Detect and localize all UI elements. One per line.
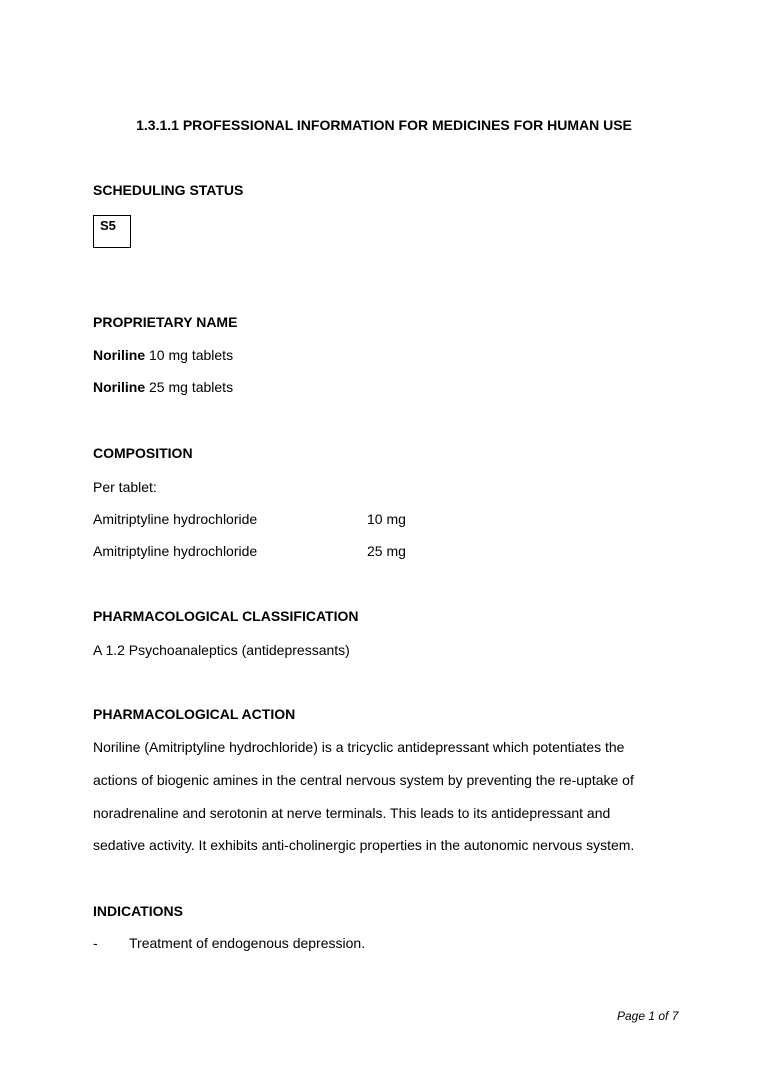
list-bullet: - xyxy=(93,935,98,951)
document-title: 1.3.1.1 PROFESSIONAL INFORMATION FOR MEDICINES FOR HUMAN USE xyxy=(136,117,632,133)
indication-item: Treatment of endogenous depression. xyxy=(129,935,366,951)
strength-description: 25 mg tablets xyxy=(145,379,234,395)
action-paragraph-line: sedative activity. It exhibits anti-cholinergic properties in the autonomic nervous system. xyxy=(93,837,635,853)
composition-ingredient: Amitriptyline hydrochloride xyxy=(93,511,258,527)
indications-heading: INDICATIONS xyxy=(93,903,183,919)
composition-ingredient: Amitriptyline hydrochloride xyxy=(93,543,258,559)
brand-name: Noriline xyxy=(93,347,146,363)
composition-amount: 25 mg xyxy=(367,543,406,559)
proprietary-name-heading: PROPRIETARY NAME xyxy=(93,314,238,330)
proprietary-name-line xyxy=(93,347,233,363)
strength-description: 10 mg tablets xyxy=(145,347,234,363)
action-paragraph-line: Noriline (Amitriptyline hydrochloride) is a tricyclic antidepressant which potentiates the xyxy=(93,739,625,755)
scheduling-status-heading: SCHEDULING STATUS xyxy=(93,182,244,198)
scheduling-status-box xyxy=(93,215,131,248)
proprietary-name-line xyxy=(93,379,233,395)
action-paragraph-line: noradrenaline and serotonin at nerve terminals. This leads to its antidepressant and xyxy=(93,805,611,821)
classification-text: A 1.2 Psychoanaleptics (antidepressants) xyxy=(93,642,350,658)
page-number: Page 1 of 7 xyxy=(617,1009,679,1023)
composition-amount: 10 mg xyxy=(367,511,406,527)
composition-heading: COMPOSITION xyxy=(93,445,193,461)
composition-intro: Per tablet: xyxy=(93,479,157,495)
classification-heading: PHARMACOLOGICAL CLASSIFICATION xyxy=(93,608,359,624)
pharmacological-action-heading: PHARMACOLOGICAL ACTION xyxy=(93,706,296,722)
scheduling-status-value: S5 xyxy=(100,218,116,233)
action-paragraph-line: actions of biogenic amines in the central nervous system by preventing the re-uptake of xyxy=(93,772,634,788)
brand-name: Noriline xyxy=(93,379,146,395)
